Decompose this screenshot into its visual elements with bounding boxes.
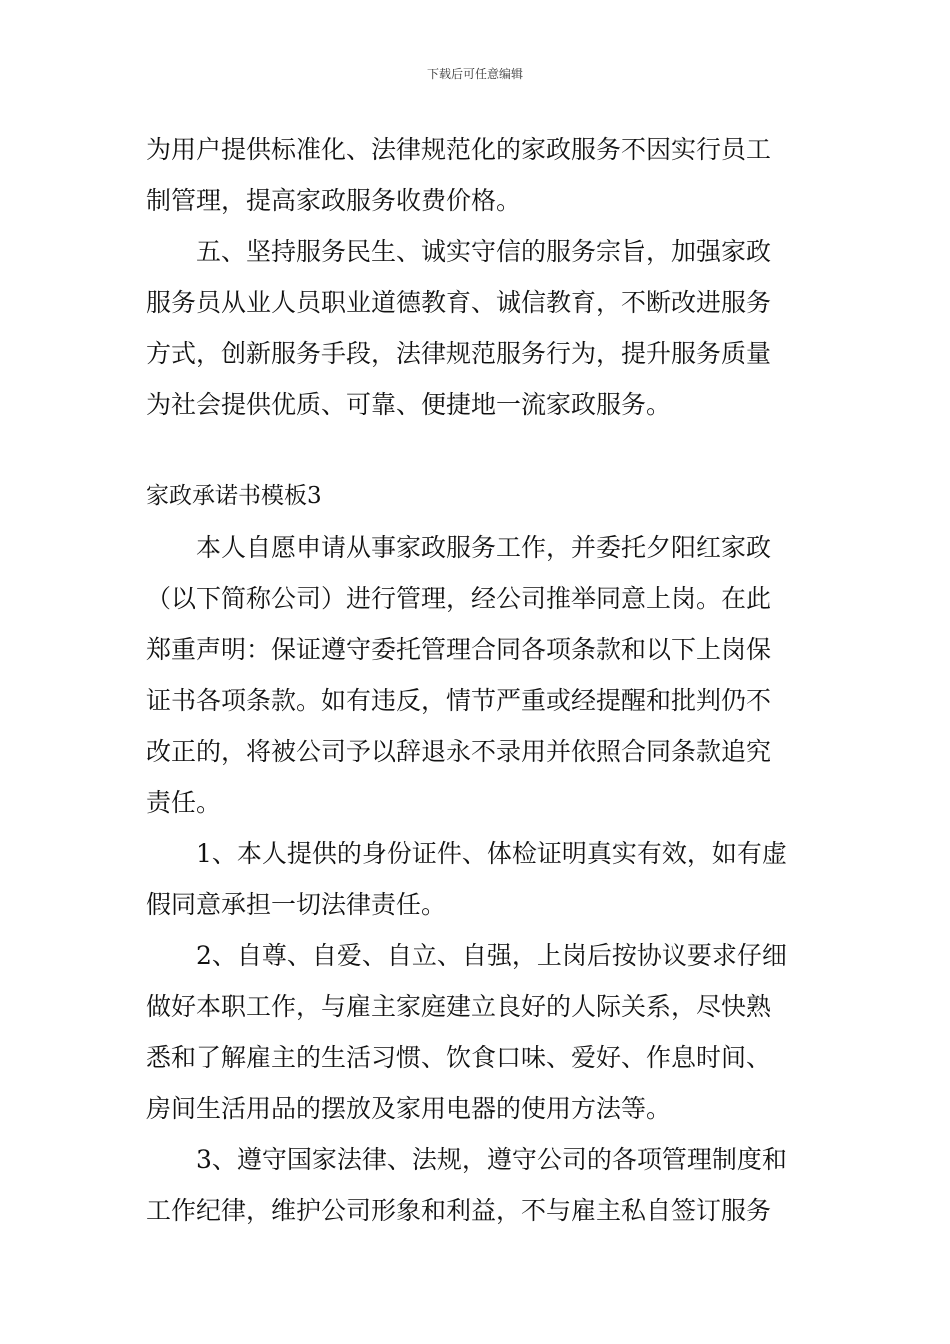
- text-line: 证书各项条款。如有违反，情节严重或经提醒和批判仍不: [146, 686, 772, 715]
- text-line: 假同意承担一切法律责任。: [146, 890, 447, 919]
- paragraph-item-3: [146, 1134, 808, 1236]
- text-line: 为用户提供标准化、法律规范化的家政服务不因实行员工: [146, 135, 772, 164]
- text-line: 3、遵守国家法律、法规，遵守公司的各项管理制度和: [196, 1145, 787, 1174]
- section-title: 家政承诺书模板3: [146, 483, 322, 509]
- text-line: 制管理，提高家政服务收费价格。: [146, 186, 522, 215]
- text-line: 服务员从业人员职业道德教育、诚信教育，不断改进服务: [146, 288, 772, 317]
- text-line: 五、坚持服务民生、诚实守信的服务宗旨，加强家政: [196, 237, 772, 266]
- paragraph-continuation: [146, 124, 808, 226]
- text-line: 做好本职工作，与雇主家庭建立良好的人际关系，尽快熟: [146, 992, 772, 1021]
- text-line: 郑重声明：保证遵守委托管理合同各项条款和以下上岗保: [146, 635, 772, 664]
- text-line: 责任。: [146, 788, 222, 817]
- section-spacer: [146, 430, 808, 471]
- document-body: [146, 124, 808, 1236]
- text-line: 改正的，将被公司予以辞退永不录用并依照合同条款追究: [146, 737, 772, 766]
- text-line: 2、自尊、自爱、自立、自强，上岗后按协议要求仔细: [196, 941, 787, 970]
- text-line: 房间生活用品的摆放及家用电器的使用方法等。: [146, 1094, 672, 1123]
- paragraph-intro: [146, 522, 808, 828]
- text-line: 悉和了解雇主的生活习惯、饮食口味、爱好、作息时间、: [146, 1043, 772, 1072]
- text-line: 方式，创新服务手段，法律规范服务行为，提升服务质量: [146, 339, 772, 368]
- text-line: 工作纪律，维护公司形象和利益，不与雇主私自签订服务: [146, 1196, 772, 1225]
- paragraph-item-1: [146, 828, 808, 930]
- text-line: 为社会提供优质、可靠、便捷地一流家政服务。: [146, 390, 672, 419]
- text-line: 本人自愿申请从事家政服务工作，并委托夕阳红家政: [196, 533, 772, 562]
- text-line: 1、本人提供的身份证件、体检证明真实有效，如有虚: [196, 839, 787, 868]
- paragraph-item-five: [146, 226, 808, 430]
- paragraph-item-2: [146, 930, 808, 1134]
- page-header: 下载后可任意编辑: [426, 67, 523, 81]
- text-line: （以下简称公司）进行管理，经公司推举同意上岗。在此: [146, 584, 772, 613]
